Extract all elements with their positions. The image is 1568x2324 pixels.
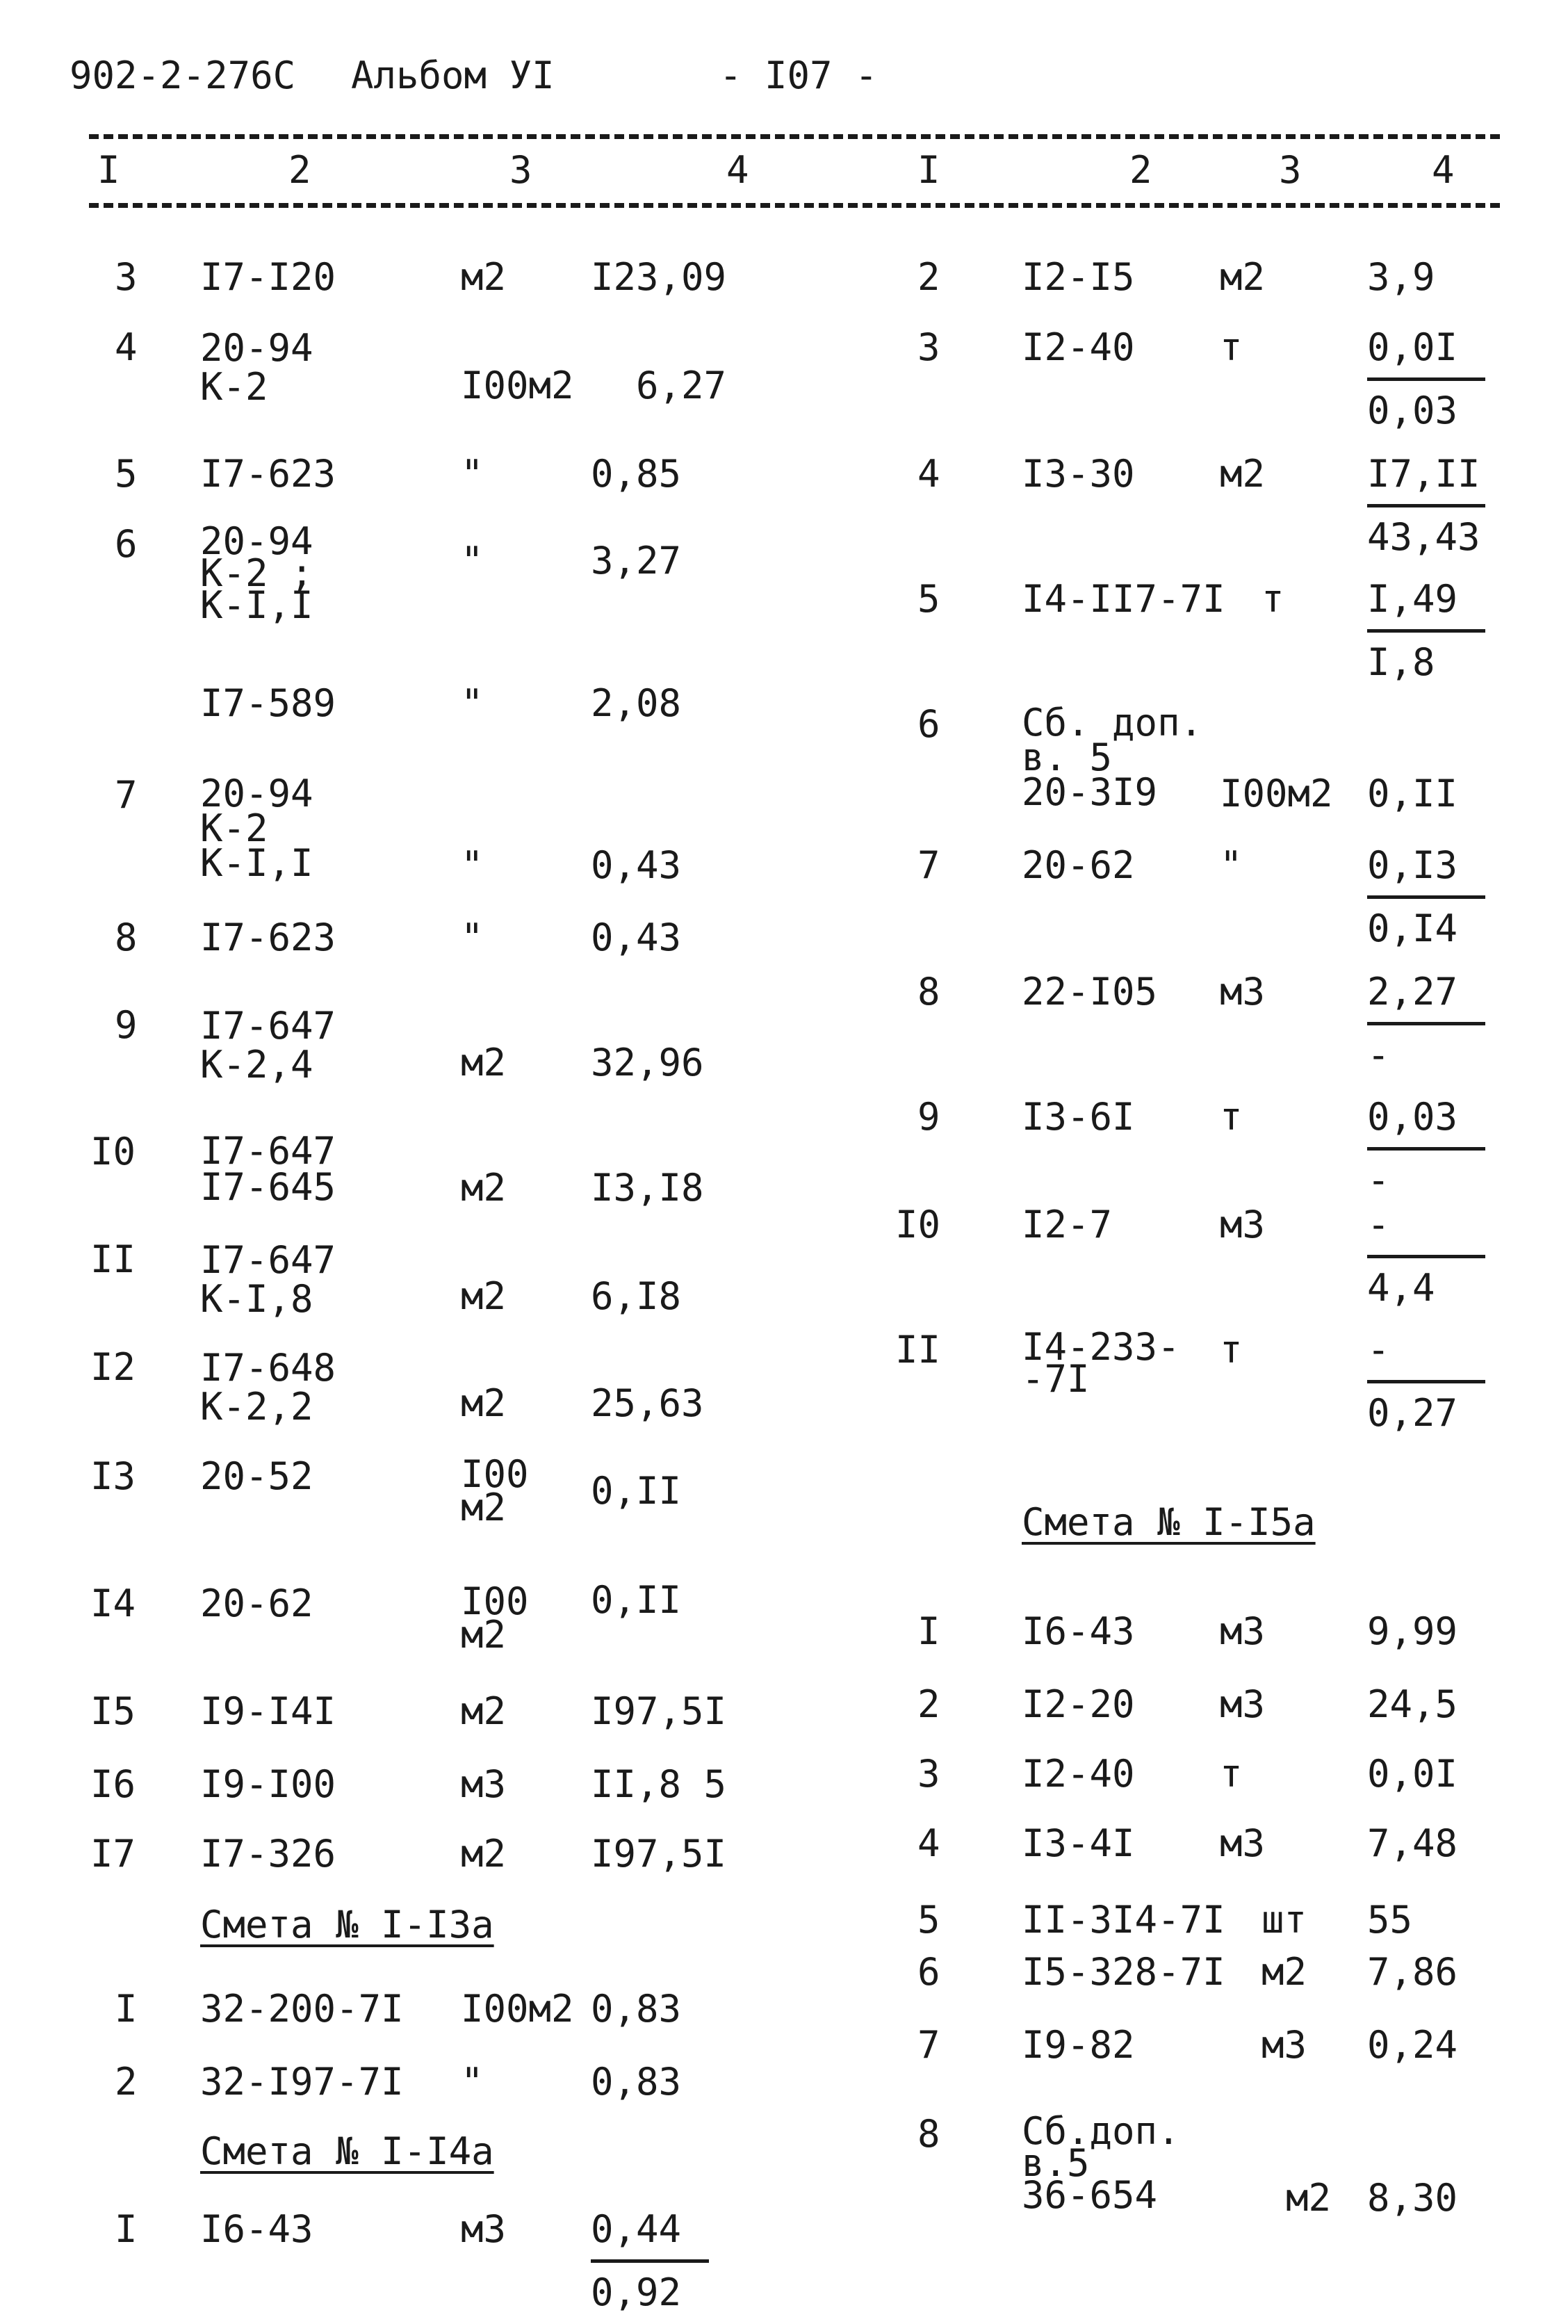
code: 20-94 К-2 ; К-I,I [200, 519, 313, 627]
row-number: 9 [917, 1095, 940, 1139]
quantity-fraction: $\frac{0,44}{0,92}$ [591, 2211, 709, 2313]
code: I7-623 [200, 452, 336, 496]
unit: м2 [1286, 2176, 1332, 2220]
row-number: 2 [115, 2060, 138, 2104]
row-number: I0 [895, 1203, 941, 1246]
row-number: I5 [90, 1689, 136, 1733]
code: 20-94 К-2 [200, 326, 313, 409]
unit: м3 [461, 2207, 507, 2251]
col-header-4-right: 4 [1432, 148, 1455, 192]
unit: I00 м2 [461, 1452, 529, 1529]
code: I2-I5 [1022, 255, 1135, 299]
code: 20-62 [200, 1582, 313, 1625]
code: I2-40 [1022, 1752, 1135, 1796]
unit: м2 [461, 1166, 507, 1210]
row-number: I3 [90, 1454, 136, 1498]
quantity: I97,5I [591, 1832, 727, 1876]
page-number: - I07 - [719, 54, 878, 97]
unit: м3 [1220, 1609, 1266, 1653]
unit: м2 [461, 1381, 507, 1425]
quantity: 0,43 [591, 843, 682, 887]
row-number: 9 [115, 1003, 138, 1047]
row-number: 6 [115, 522, 138, 566]
album-title: Альбом УI [351, 54, 555, 97]
code: 20-94 К-2 К-I,I [200, 772, 313, 885]
row-number: 4 [115, 325, 138, 369]
unit: м2 [461, 1689, 507, 1733]
unit: т [1220, 1095, 1243, 1139]
quantity-fraction: $\frac{I7,II}{43,43}$ [1367, 455, 1485, 558]
unit: I00 м2 [461, 1579, 529, 1657]
header-bottom-rule [89, 203, 1500, 208]
row-number: 8 [917, 970, 940, 1014]
col-header-2-right: 2 [1129, 148, 1152, 192]
unit: м3 [1261, 2023, 1307, 2067]
code: I7-I20 [200, 255, 336, 299]
quantity-fraction: $\frac{0,0I}{0,03}$ [1367, 329, 1485, 431]
header-top-rule [89, 134, 1500, 139]
code: I7-647 К-2,4 [200, 1004, 336, 1087]
row-number: 4 [917, 1821, 940, 1865]
code: 22-I05 [1022, 970, 1158, 1014]
row-number: II [895, 1328, 941, 1372]
unit: I00м2 [461, 364, 574, 407]
quantity: 55 [1367, 1898, 1413, 1942]
code: I9-I4I [200, 1689, 336, 1733]
row-number: I0 [90, 1130, 136, 1173]
code: I4-II7-7I [1022, 577, 1225, 621]
row-number: 3 [917, 325, 940, 369]
unit: м2 [1220, 255, 1266, 299]
quantity: 0,II [1367, 772, 1458, 815]
row-number: 8 [917, 2112, 940, 2156]
code: 20-52 [200, 1454, 313, 1498]
code: I3-4I [1022, 1821, 1135, 1865]
code: Сб.доп. в.5 36-654 [1022, 2109, 1180, 2217]
code: I5-328-7I [1022, 1950, 1225, 1994]
row-number: 7 [917, 843, 940, 887]
unit: I00м2 [461, 1987, 574, 2031]
document-code: 902-2-276C [70, 54, 296, 97]
quantity: 3,9 [1367, 255, 1435, 299]
unit: м2 [461, 255, 507, 299]
quantity: II,8 5 [591, 1762, 727, 1806]
row-number: 5 [917, 1898, 940, 1942]
row-number: I4 [90, 1582, 136, 1625]
code: I3-6I [1022, 1095, 1135, 1139]
row-number: I6 [90, 1762, 136, 1806]
quantity: 32,96 [591, 1041, 704, 1084]
quantity: I23,09 [591, 255, 727, 299]
unit: т [1220, 1328, 1243, 1372]
quantity: 2,08 [591, 681, 682, 725]
row-number: 3 [917, 1752, 940, 1796]
code: 32-200-7I [200, 1987, 404, 2031]
code: I7-623 [200, 916, 336, 959]
unit: м2 [461, 1041, 507, 1084]
unit: I00м2 [1220, 772, 1333, 815]
code: I2-20 [1022, 1682, 1135, 1726]
unit: м3 [1220, 1821, 1266, 1865]
row-number: I [917, 1609, 940, 1653]
code: I6-43 [1022, 1609, 1135, 1653]
quantity: 0,85 [591, 452, 682, 496]
unit: м2 [1261, 1950, 1307, 1994]
code: I9-I00 [200, 1762, 336, 1806]
quantity: 8,30 [1367, 2176, 1458, 2220]
col-header-1-right: I [917, 148, 940, 192]
row-number: I [115, 1987, 138, 2031]
unit: т [1261, 577, 1284, 621]
code: Сб. доп. в. 5 20-3I9 [1022, 701, 1203, 814]
row-number: 7 [115, 773, 138, 817]
code: I2-40 [1022, 325, 1135, 369]
quantity: 24,5 [1367, 1682, 1458, 1726]
quantity-fraction: 2,27 - [1367, 973, 1485, 1075]
unit: м2 [1220, 452, 1266, 496]
unit-ditto: " [1220, 843, 1243, 887]
col-header-3-left: 3 [509, 148, 532, 192]
code: I7-589 [200, 681, 336, 725]
quantity-fraction: $\frac{I,49}{I,8}$ [1367, 580, 1485, 683]
row-number: 5 [115, 452, 138, 496]
row-number: 6 [917, 702, 940, 746]
section-title-smeta-15a: Смета № I-I5а [1022, 1500, 1316, 1544]
quantity: I97,5I [591, 1689, 727, 1733]
quantity: 9,99 [1367, 1609, 1458, 1653]
quantity-fraction: 0,03 - [1367, 1098, 1485, 1201]
quantity: 7,48 [1367, 1821, 1458, 1865]
row-number: I7 [90, 1832, 136, 1876]
quantity: 7,86 [1367, 1950, 1458, 1994]
row-number: 7 [917, 2023, 940, 2067]
unit: м3 [461, 1762, 507, 1806]
quantity: 0,83 [591, 2060, 682, 2104]
quantity: 0,24 [1367, 2023, 1458, 2067]
unit-ditto: " [461, 452, 484, 496]
unit-ditto: " [461, 539, 484, 583]
row-number: 8 [115, 916, 138, 959]
quantity-fraction: $\frac{0,I3}{0,I4}$ [1367, 847, 1485, 949]
unit: м3 [1220, 1203, 1266, 1246]
quantity: 25,63 [591, 1381, 704, 1425]
unit: т [1220, 1752, 1243, 1796]
quantity: 3,27 [591, 539, 682, 583]
row-number: I [115, 2207, 138, 2251]
code: I6-43 [200, 2207, 313, 2251]
code: 32-I97-7I [200, 2060, 404, 2104]
unit: м2 [461, 1832, 507, 1876]
row-number: I2 [90, 1345, 136, 1389]
row-number: II [90, 1237, 136, 1281]
quantity: 0,83 [591, 1987, 682, 2031]
unit: шт [1261, 1898, 1307, 1942]
unit-ditto: " [461, 2060, 484, 2104]
code: 20-62 [1022, 843, 1135, 887]
code: I7-647 К-I,8 [200, 1238, 336, 1321]
quantity: 0,0I [1367, 1752, 1458, 1796]
code: I7-648 К-2,2 [200, 1346, 336, 1429]
unit: м3 [1220, 970, 1266, 1014]
section-title-smeta-13a: Смета № I-I3а [200, 1903, 494, 1947]
col-header-4-left: 4 [726, 148, 749, 192]
quantity-fraction: - 0,27 [1367, 1331, 1485, 1433]
quantity: 0,II [591, 1469, 682, 1513]
row-number: 4 [917, 452, 940, 496]
row-number: 2 [917, 1682, 940, 1726]
quantity: 6,27 [636, 364, 727, 407]
quantity: 6,I8 [591, 1274, 682, 1318]
unit: т [1220, 325, 1243, 369]
quantity: I3,I8 [591, 1166, 704, 1210]
col-header-2-left: 2 [288, 148, 311, 192]
code: I7-326 [200, 1832, 336, 1876]
unit: м2 [461, 1274, 507, 1318]
section-title-smeta-14a: Смета № I-I4а [200, 2129, 494, 2173]
quantity: 0,43 [591, 916, 682, 959]
unit-ditto: " [461, 681, 484, 725]
row-number: 3 [115, 255, 138, 299]
row-number: 5 [917, 577, 940, 621]
col-header-1-left: I [97, 148, 120, 192]
code: I2-7 [1022, 1203, 1113, 1246]
quantity: 0,II [591, 1578, 682, 1622]
unit-ditto: " [461, 843, 484, 887]
quantity-fraction: - 4,4 [1367, 1206, 1485, 1308]
unit: м3 [1220, 1682, 1266, 1726]
code: II-3I4-7I [1022, 1898, 1225, 1942]
code: I7-647 I7-645 [200, 1129, 336, 1209]
col-header-3-right: 3 [1279, 148, 1302, 192]
code: I9-82 [1022, 2023, 1135, 2067]
code: I4-233- -7I [1022, 1325, 1180, 1401]
row-number: 6 [917, 1950, 940, 1994]
unit-ditto: " [461, 916, 484, 959]
code: I3-30 [1022, 452, 1135, 496]
row-number: 2 [917, 255, 940, 299]
